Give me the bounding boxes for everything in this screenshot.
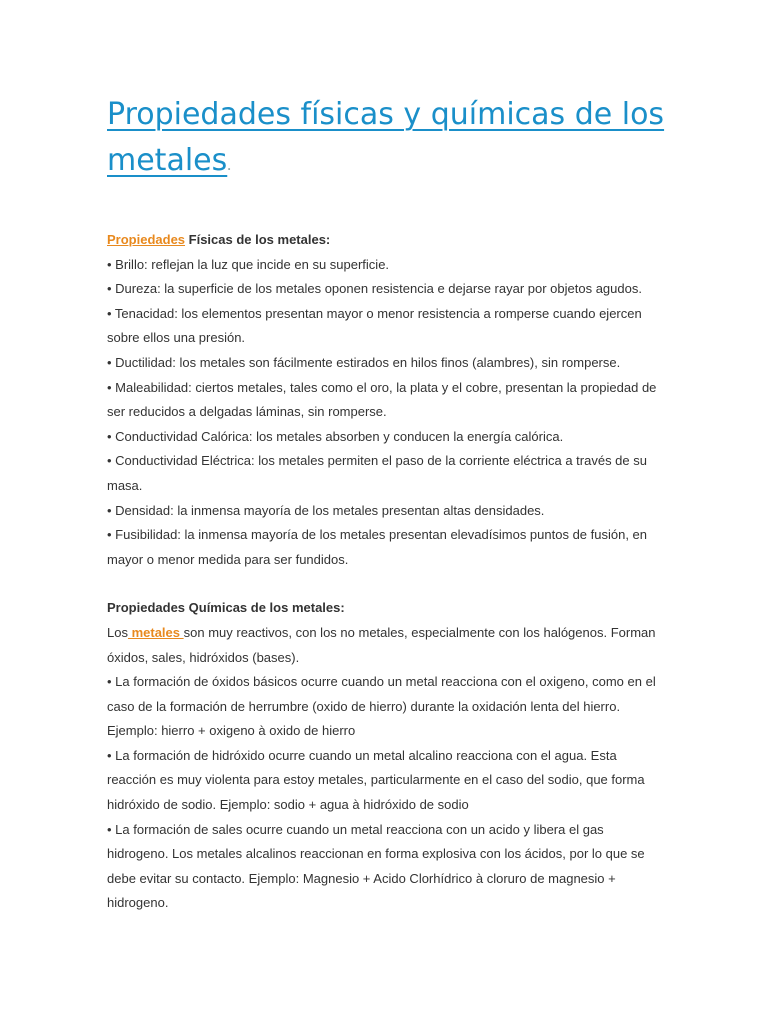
physical-properties-heading [107, 228, 667, 253]
physical-heading-text: Físicas de los metales: [185, 232, 331, 247]
metales-link[interactable]: metales [127, 624, 184, 640]
list-item: • Ductilidad: los metales son fácilmente estirados en hilos finos (alambres), sin romperse. [107, 354, 621, 370]
list-item: • Tenacidad: los elementos presentan mayor o menor resistencia a romperse cuando ejercen sobre ellos una presión. [107, 305, 642, 346]
list-item: • Conductividad Eléctrica: los metales permiten el paso de la corriente eléctrica a través de su masa. [107, 453, 647, 493]
intro-post: son muy reactivos, con los no metales, especialmente con los halógenos. Forman óxidos, sales, hidróxidos (bases). [107, 624, 656, 665]
list-item: • La formación de óxidos básicos ocurre cuando un metal reacciona con el oxigeno, como en el caso de la formación de herrumbre (oxido de hierro) durante la oxidación lenta del hierro. Ejemplo: hierro + oxigeno à oxido de hierro [107, 674, 656, 739]
list-item: • Conductividad Calórica: los metales absorben y conducen la energía calórica. [107, 428, 564, 444]
page-title[interactable]: Propiedades físicas y químicas de los metales. [107, 97, 665, 178]
chemical-intro [107, 621, 667, 670]
title-line-2[interactable]: metales [107, 143, 228, 178]
list-item: • La formación de sales ocurre cuando un metal reacciona con un acido y libera el gas hidrogeno. Los metales alcalinos reaccionan en forma explosiva con los ácidos, por lo que se debe evitar su contacto. Ejemplo: Magnesio + Acido Clorhídrico à cloruro de magnesio + hidrogeno. [107, 821, 645, 911]
list-item: • Densidad: la inmensa mayoría de los metales presentan altas densidades. [107, 502, 545, 518]
list-item: • La formación de hidróxido ocurre cuando un metal alcalino reacciona con el agua. Esta reacción es muy violenta para estoy metales, particularmente en el caso del sodio, que forma hidróxido de sodio. Ejemplo: sodio + agua à hidróxido de sodio [107, 747, 645, 813]
list-item: • Dureza: la superficie de los metales oponen resistencia e dejarse rayar por objetos agudos. [107, 281, 642, 297]
list-item: • Fusibilidad: la inmensa mayoría de los metales presentan elevadísimos puntos de fusión, en mayor o menor medida para ser fundidos. [107, 527, 648, 567]
list-item: • Maleabilidad: ciertos metales, tales como el oro, la plata y el cobre, presentan la propiedad de ser reducidos a delgadas láminas, sin romperse. [107, 379, 657, 420]
chemical-properties-heading: Propiedades Químicas de los metales: [107, 600, 345, 616]
list-item: • Brillo: reflejan la luz que incide en su superficie. [107, 256, 390, 272]
title-line-1[interactable]: Propiedades físicas y químicas de los [107, 97, 665, 132]
section-spacer [107, 572, 667, 596]
propiedades-link[interactable]: Propiedades [107, 232, 186, 247]
intro-pre: Los [107, 624, 128, 640]
article-body [107, 228, 667, 916]
